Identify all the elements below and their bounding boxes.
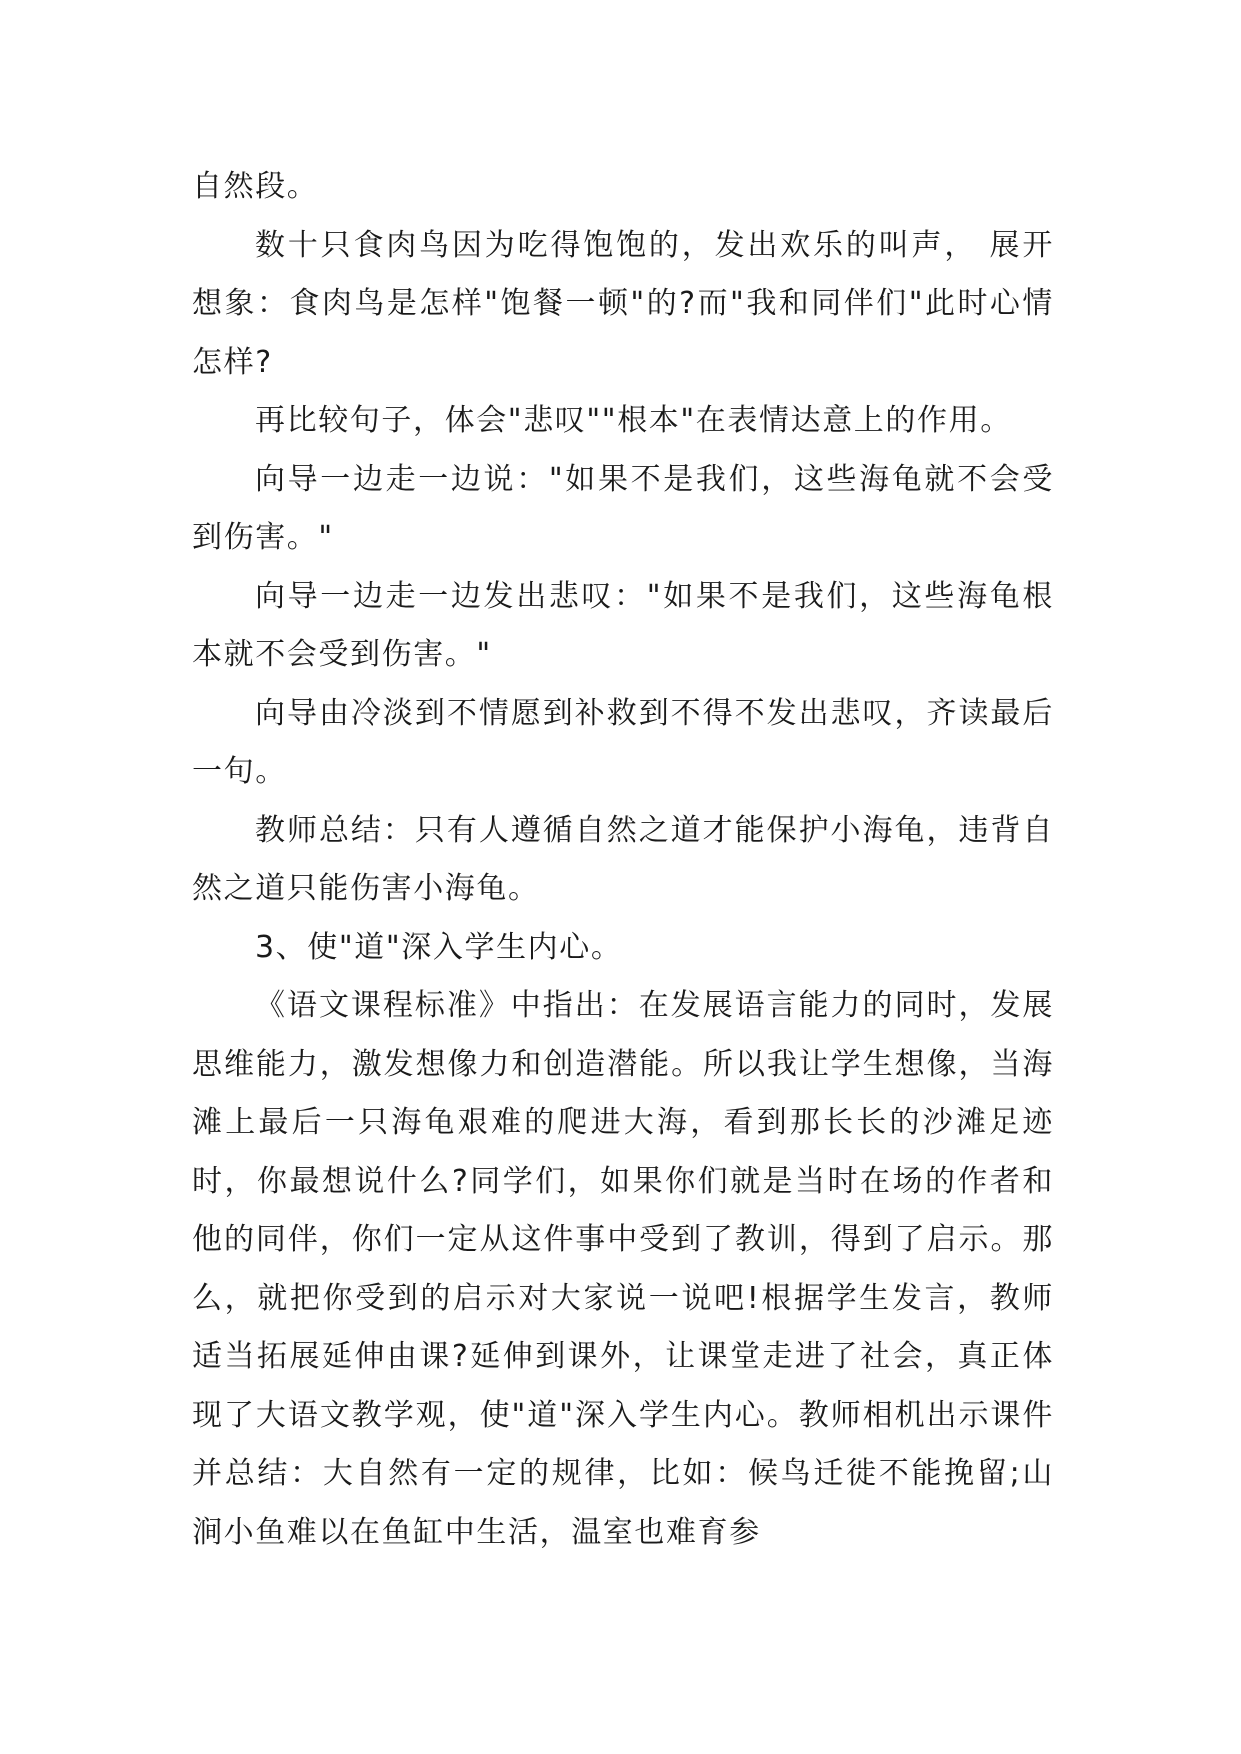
paragraph: 《语文课程标准》中指出：在发展语言能力的同时，发展思维能力，激发想像力和创造潜能。所以我让学生想像，当海滩上最后一只海龟艰难的爬进大海，看到那长长的沙滩足迹时，你最想说什么?同学们，如果你们就是当时在场的作者和他的同伴，你们一定从这件事中受到了教训，得到了启示。那么，就把你受到的启示对大家说一说吧!根据学生发言，教师适当拓展延伸由课?延伸到课外，让课堂走进了社会，真正体现了大语文教学观，使"道"深入学生内心。教师相机出示课件并总结：大自然有一定的规律，比如：候鸟迁徙不能挽留;山涧小鱼难以在鱼缸中生活，温室也难育参	[192, 988, 1054, 1550]
paragraph: 向导由冷淡到不情愿到补救到不得不发出悲叹，齐读最后一句。	[192, 695, 1054, 789]
paragraph: 向导一边走一边发出悲叹："如果不是我们，这些海龟根本就不会受到伤害。"	[192, 578, 1054, 672]
document-body	[192, 158, 1054, 1562]
paragraph: 教师总结：只有人遵循自然之道才能保护小海龟，违背自然之道只能伤害小海龟。	[192, 812, 1054, 906]
paragraph: 自然段。	[192, 169, 319, 204]
paragraph: 向导一边走一边说："如果不是我们，这些海龟就不会受到伤害。"	[192, 461, 1054, 555]
paragraph: 数十只食肉鸟因为吃得饱饱的，发出欢乐的叫声， 展开想象：食肉鸟是怎样"饱餐一顿"的?而"我和同伴们"此时心情怎样?	[192, 227, 1054, 380]
section-heading: 3、使"道"深入学生内心。	[255, 929, 623, 965]
paragraph: 再比较句子，体会"悲叹""根本"在表情达意上的作用。	[255, 403, 1012, 438]
